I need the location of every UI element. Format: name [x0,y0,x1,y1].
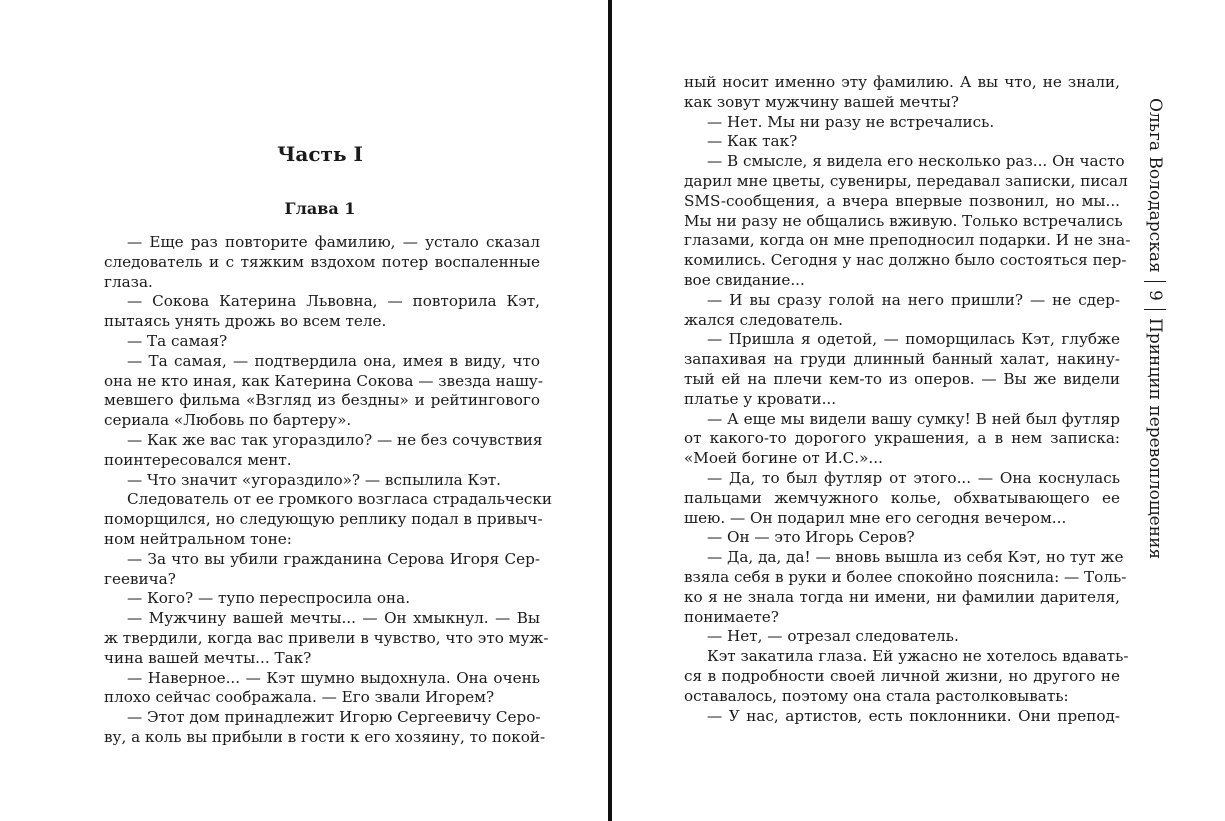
text-line: — Он — это Игорь Серов? [707,528,915,547]
text-line: платье у кровати... [684,389,837,408]
text-line: глазами, когда он мне преподносил подарки. И не зна- [684,231,1131,250]
left-page-text [104,233,553,748]
text-line: — Сокова Катерина Львовна, — повторила Кэт, [127,292,540,311]
text-line: — Этот дом принадлежит Игорю Сергеевичу Серо- [127,708,541,727]
text-line: запахивая на груди длинный банный халат, накину- [684,350,1120,369]
text-line: понимаете? [684,607,779,626]
running-head [1144,98,1166,559]
text-line: дарил мне цветы, сувениры, передавал записки, писал [684,171,1128,190]
text-line: ко я не знала тогда ни имени, ни фамилии дарителя, [684,587,1120,606]
text-line: — Та самая, — подтвердила она, имея в виду, что [127,351,540,370]
text-line: пальцами жемчужного колье, обхватывающего ее [684,488,1120,507]
text-line: — Нет, — отрезал следователь. [707,627,959,646]
text-line: она не кто иная, как Катерина Сокова — звезда нашу- [104,371,543,390]
text-line: ву, а коль вы прибыли в гости к его хозяину, то покой- [104,727,546,746]
text-line: ся в подробности своей личной жизни, но другого не [684,666,1120,685]
text-line: — И вы сразу голой на него пришли? — не сдер- [707,290,1120,309]
text-line: как зовут мужчину вашей мечты? [684,92,959,111]
text-line: чина вашей мечты... Так? [104,648,312,667]
text-line: — Пришла я одетой, — поморщилась Кэт, глубже [707,330,1120,349]
text-line: ж твердили, когда вас привели в чувство, что это муж- [104,628,549,647]
text-line: — Как так? [707,132,798,151]
text-line: Следователь от ее громкого возгласа страдальчески [127,490,553,509]
text-line: — А еще мы видели вашу сумку! В ней был футляр [707,409,1120,428]
text-line: следователь и с тяжким вздохом потер воспаленные [104,252,540,271]
running-head-divider [1144,281,1166,282]
text-line: поинтересовался мент. [104,450,292,469]
text-line: Мы ни разу не общались вживую. Только встречались [684,211,1123,230]
book-spine [608,0,612,821]
text-line: — За что вы убили гражданина Серова Игоря Сер- [127,549,540,568]
text-line: тый ей на плечи кем-то из оперов. — Вы же видели [684,369,1120,388]
text-line: поморщился, но следующую реплику подал в привыч- [104,510,543,529]
text-line: оставалось, поэтому она стала растолковывать: [684,686,1069,705]
text-line: SMS-сообщения, а вчера впервые позвонил, но мы... [684,191,1120,210]
text-line: — Мужчину вашей мечты... — Он хмыкнул. — Вы [127,609,540,628]
text-line: комились. Сегодня у нас должно было состояться пер- [684,251,1127,270]
text-line: — Еще раз повторите фамилию, — устало сказал [127,233,540,251]
text-line: геевича? [104,569,176,588]
right-page [614,0,1225,821]
text-line: глаза. [104,272,153,291]
text-line: — Как же вас так угораздило? — не без сочувствия [127,430,543,449]
text-line: от какого-то дорогого украшения, а в нем записка: [684,429,1120,448]
text-line: сериала «Любовь по бартеру». [104,411,352,430]
part-title: Часть I [277,142,363,166]
text-line: ный носит именно эту фамилию. А вы что, не знали, [684,73,1120,91]
text-line: Кэт закатила глаза. Ей ужасно не хотелось вдавать- [707,647,1129,666]
text-line: пытаясь унять дрожь во всем теле. [104,312,387,331]
text-line: — У нас, артистов, есть поклонники. Они препод- [707,706,1120,725]
text-line: — Наверное... — Кэт шумно выдохнула. Она очень [127,668,540,687]
text-line: — Да, то был футляр от этого... — Она коснулась [707,468,1120,487]
text-line: плохо сейчас соображала. — Его звали Игорем? [104,688,495,707]
text-line: — В смысле, я видела его несколько раз... Он часто [707,152,1125,171]
right-page-text [684,73,1131,726]
text-line: — Что значит «угораздило»? — вспылила Кэт. [127,470,501,489]
text-line: шею. — Он подарил мне его сегодня вечером... [684,508,1067,527]
text-line: — Та самая? [127,331,228,350]
running-head-book-title: Принцип перевоплощения [1145,317,1165,559]
text-line: ном нейтральном тоне: [104,529,292,548]
text-line: — Нет. Мы ни разу не встречались. [707,112,995,131]
text-line: жался следователь. [684,310,843,329]
chapter-title: Глава 1 [284,199,356,218]
text-line: — Кого? — тупо переспросила она. [127,589,411,608]
running-head-author: Ольга Володарская [1145,98,1165,273]
text-line: вое свидание... [684,270,805,289]
page-number: 9 [1145,289,1165,301]
text-line: взяла себя в руки и более спокойно пояснила: — Толь- [684,567,1127,586]
text-line: «Моей богине от И.С.»... [684,449,883,468]
running-head-divider [1144,309,1166,310]
text-line: — Да, да, да! — вновь вышла из себя Кэт, но тут же [707,548,1124,567]
text-line: мевшего фильма «Взгляд из бездны» и рейтингового [104,391,540,410]
left-page [0,0,608,821]
